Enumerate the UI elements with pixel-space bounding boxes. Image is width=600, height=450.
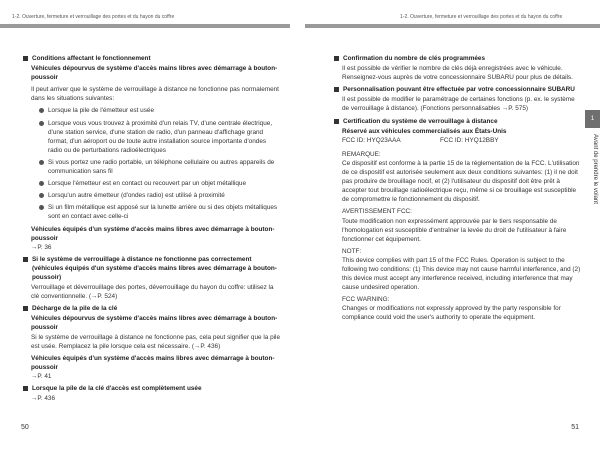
list-item: Lorsque l'émetteur est en contact ou recouvert par un objet métallique xyxy=(39,179,282,188)
square-bullet-icon xyxy=(23,56,28,61)
subheading: Véhicules dépourvus de système d'accès mains libres avec démarrage à bouton-poussoir xyxy=(31,315,278,332)
page-number-right: 51 xyxy=(571,424,579,431)
header-rule-left xyxy=(0,24,290,28)
section-heading: Si le système de verrouillage à distance ne fonctionne pas correctement (véhicules équipés d'un système d'accès mains libres avec démarrage à bouton-poussoir) xyxy=(23,255,282,282)
header-rule-right xyxy=(305,24,600,28)
square-bullet-icon xyxy=(23,257,28,262)
paragraph: Verrouillage et déverrouillage des portes, déverrouillage du hayon du coffre: utilisez la clé conventionnelle. (→P. 524) xyxy=(31,284,274,301)
page-number-left: 50 xyxy=(21,424,29,431)
section-heading: Personnalisation pouvant être effectuée par votre concessionnaire SUBARU xyxy=(334,85,581,94)
paragraph: Toute modification non expressément approuvée par le tiers responsable de l'homologation est susceptible d'entraîner la levée du droit de l'utilisateur à faire fonctionner cet équipement. xyxy=(342,217,567,243)
page-reference-link[interactable]: →P. 36 xyxy=(31,243,52,251)
section-heading: Lorsque la pile de la clé d'accès est complètement usée xyxy=(23,384,282,393)
label: REMARQUE: xyxy=(342,150,381,158)
paragraph: Il est possible de vérifier le nombre de clés déjà enregistrées avec le véhicule. Renseignez-vous auprès de votre concessionnaire SUBARU pour plus de détails. xyxy=(342,65,573,82)
fcc-id: FCC ID: HYQ23AAA xyxy=(342,136,401,144)
square-bullet-icon xyxy=(23,306,28,311)
paragraph: Il peut arriver que le système de verrouillage à distance ne fonctionne pas normalement dans les situations suivantes: xyxy=(31,86,279,103)
square-bullet-icon xyxy=(334,56,339,61)
paragraph: Si le système de verrouillage à distance ne fonctionne pas, cela peut signifier que la pile est usée. Remplacez la pile lorsque cela est nécessaire. (→P. 436) xyxy=(31,333,281,350)
section-heading: Certification du système de verrouillage à distance xyxy=(334,117,581,126)
paragraph: This device complies with part 15 of the FCC Rules. Operation is subject to the following two conditions: (1) This device may not cause harmful interference, and (2) this device must accept any interference received, including interference that may cause undesired operation. xyxy=(342,256,581,292)
list-item: Si vous portez une radio portable, un téléphone cellulaire ou autres appareils de communication sans fil xyxy=(39,158,282,176)
square-bullet-icon xyxy=(334,87,339,92)
list-item: Lorsque la pile de l'émetteur est usée xyxy=(39,106,282,115)
subheading: Véhicules équipés d'un système d'accès mains libres avec démarrage à bouton-poussoir xyxy=(31,225,275,242)
square-bullet-icon xyxy=(334,119,339,124)
section-heading: Décharge de la pile de la clé xyxy=(23,304,282,313)
right-page xyxy=(300,0,600,450)
label: AVERTISSEMENT FCC: xyxy=(342,208,412,216)
subheading: Réservé aux véhicules commercialisés aux États-Unis xyxy=(342,127,507,135)
fcc-ids xyxy=(342,136,581,145)
page-reference-link[interactable]: →P. 436 xyxy=(31,395,56,403)
subheading: Véhicules dépourvus de système d'accès mains libres avec démarrage à bouton-poussoir xyxy=(31,65,278,82)
label: FCC WARNING: xyxy=(342,296,390,304)
bullet-icon xyxy=(39,181,44,186)
chapter-tab: 1 xyxy=(585,110,600,128)
section-heading: Confirmation du nombre de clés programmées xyxy=(334,54,581,63)
right-column xyxy=(334,54,581,326)
paragraph: Changes or modifications not expressly approved by the party responsible for compliance could void the user's authority to operate the equipment. xyxy=(342,305,561,322)
subheading: Véhicules équipés d'un système d'accès mains libres avec démarrage à bouton-poussoir xyxy=(31,354,275,371)
page-reference-link[interactable]: →P. 41 xyxy=(31,372,52,380)
left-column xyxy=(23,54,282,406)
chapter-side-label: Avant de prendre le volant xyxy=(592,134,598,204)
square-bullet-icon xyxy=(23,386,28,391)
paragraph: Ce dispositif est conforme à la partie 15 de la réglementation de la FCC. L'utilisation de ce dispositif est autorisée seulement aux deux conditions suivantes: (1) il ne doit pas produire de brouillage nocif, et (2) l'utilisateur du dispositif doit être prêt à accepter tout brouillage radioélectrique reçu, même si ce brouillage est susceptible de compromettre le fonctionnement du dispositif. xyxy=(342,159,580,204)
bullet-icon xyxy=(39,193,44,198)
bullet-icon xyxy=(39,205,44,210)
fcc-id: FCC ID: HYQ12BBY xyxy=(440,136,499,144)
section-heading: Conditions affectant le fonctionnement xyxy=(23,54,282,63)
label: NOTF: xyxy=(342,247,362,255)
running-header-right: 1-2. Ouverture, fermeture et verrouillage des portes et du hayon du coffre xyxy=(400,14,563,20)
bullet-icon xyxy=(39,121,44,126)
list-item: Lorsqu'un autre émetteur (d'ondes radio) est utilisé à proximité xyxy=(39,191,282,200)
bullet-icon xyxy=(39,108,44,113)
paragraph: Il est possible de modifier le paramétrage de certaines fonctions (p. ex. le système de verrouillage à distance). (Fonctions personnalisables →P. 575) xyxy=(342,96,575,113)
bullet-icon xyxy=(39,160,44,165)
running-header-left: 1-2. Ouverture, fermeture et verrouillage des portes et du hayon du coffre xyxy=(12,14,175,20)
list-item: Si un film métallique est apposé sur la lunette arrière ou si des objets métalliques sont en contact avec celle-ci xyxy=(39,203,282,221)
list-item: Lorsque vous vous trouvez à proximité d'un relais TV, d'une centrale électrique, d'une station service, d'une station de radio, d'un panneau d'affichage grand format, d'un aéroport ou de toute autre installation source importante d'ondes radio ou de perturbations radioélectriques xyxy=(39,119,282,155)
